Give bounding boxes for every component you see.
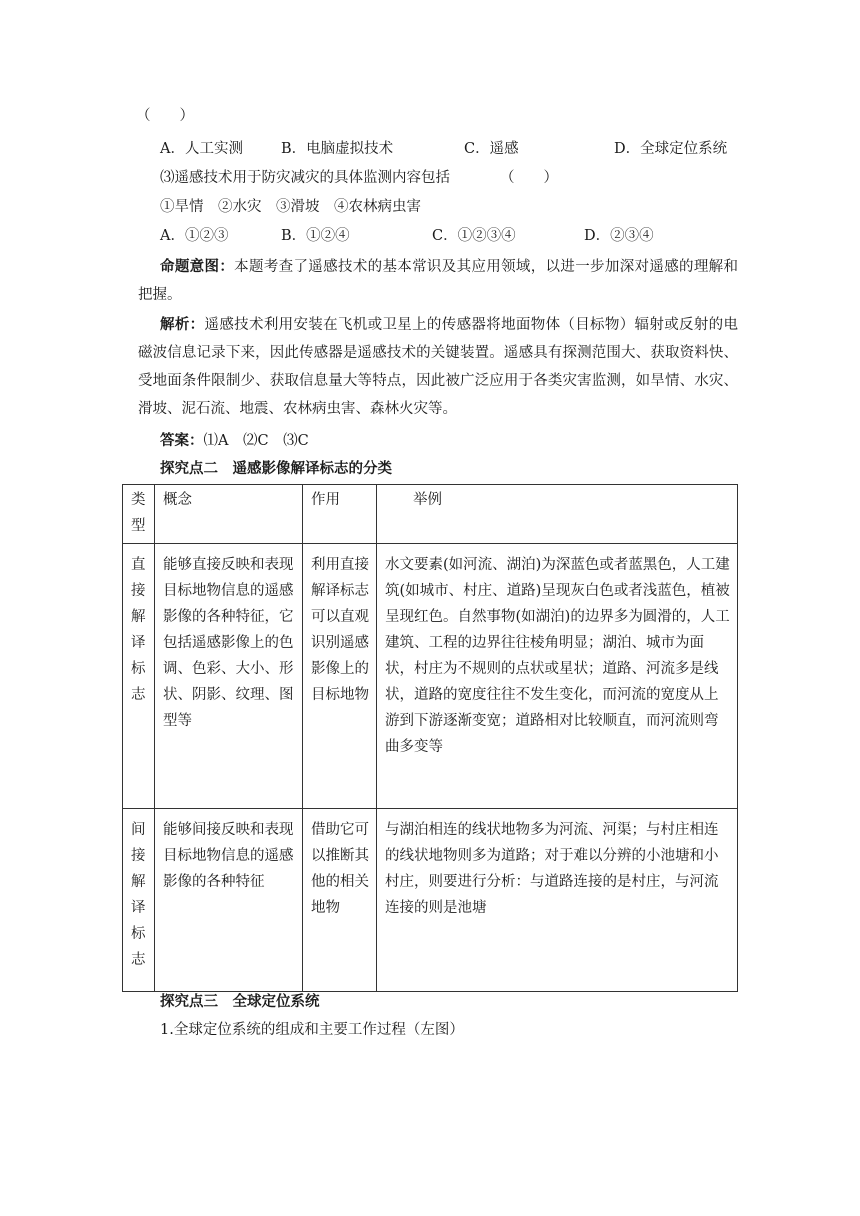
row1-example: 水文要素(如河流、湖泊)为深蓝色或者蓝黑色，人工建筑(如城市、村庄、道路)呈现灰白色或者浅蓝色，植被呈现红色。自然事物(如湖泊)的边界多为圆滑的，人工建筑、工程的边界往往棱角明显；湖泊、城市为面状，村庄为不规则的点状或星状；道路、河流多是线状，道路的宽度往往不发生变化，而河流的宽度从上游到下游逐渐变宽；道路相对比较顺直，而河流则弯曲多变等 xyxy=(377,544,738,809)
row2-concept: 能够间接反映和表现目标地物信息的遥感影像的各种特征 xyxy=(155,809,303,992)
row2-example: 与湖泊相连的线状地物多为河流、河渠；与村庄相连的线状地物则多为道路；对于难以分辨的小池塘和小村庄，则要进行分析：与道路连接的是村庄，与河流连接的则是池塘 xyxy=(377,809,738,992)
q3-option-a: A．①②③ xyxy=(160,228,229,244)
analysis-paragraph xyxy=(138,311,738,423)
row1-use: 利用直接解译标志可以直观识别遥感影像上的目标地物 xyxy=(303,544,377,809)
analysis-label: 解析： xyxy=(160,316,205,333)
intent-text: 本题考查了遥感技术的基本常识及其应用领域，以进一步加深对遥感的理解和把握。 xyxy=(138,259,739,303)
question-paren: （ ） xyxy=(136,108,194,124)
q3-stem: ⑶遥感技术用于防灾减灾的具体监测内容包括 xyxy=(160,170,450,186)
table-header-row xyxy=(123,485,738,544)
intent-paragraph xyxy=(138,253,738,309)
q3-option-b: B．①②④ xyxy=(281,228,350,244)
section2-title: 探究点二 遥感影像解译标志的分类 xyxy=(160,460,392,477)
q2-option-c: C．遥感 xyxy=(464,141,519,157)
section3-title: 探究点三 全球定位系统 xyxy=(160,993,320,1010)
q3-option-c: C．①②③④ xyxy=(432,228,516,244)
header-use: 作用 xyxy=(303,485,377,544)
analysis-text: 遥感技术利用安装在飞机或卫星上的传感器将地面物体（目标物）辐射或反射的电磁波信息记录下来，因此传感器是遥感技术的关键装置。遥感具有探测范围大、获取资料快、受地面条件限制少、获取信息量大等特点，因此被广泛应用于各类灾害监测，如旱情、水灾、滑坡、泥石流、地震、农林病虫害、森林火灾等。 xyxy=(138,317,739,417)
q3-option-d: D．②③④ xyxy=(584,228,654,244)
answer-text: ⑴A ⑵C ⑶C xyxy=(203,433,309,449)
intent-label: 命题意图： xyxy=(160,258,235,275)
header-type: 类型 xyxy=(131,492,146,534)
table-row xyxy=(123,809,738,992)
table-row xyxy=(123,544,738,809)
header-concept: 概念 xyxy=(155,485,303,544)
answer-line xyxy=(160,431,309,451)
row2-use: 借助它可以推断其他的相关地物 xyxy=(303,809,377,992)
section3-item1: 1.全球定位系统的组成和主要工作过程（左图） xyxy=(160,1022,464,1038)
row1-concept: 能够直接反映和表现目标地物信息的遥感影像的各种特征，它包括遥感影像上的色调、色彩、大小、形状、阴影、纹理、图型等 xyxy=(155,544,303,809)
row2-type: 间接解译标志 xyxy=(131,822,146,968)
q2-option-b: B．电脑虚拟技术 xyxy=(281,141,394,157)
q2-option-a: A．人工实测 xyxy=(160,141,243,157)
header-example: 举例 xyxy=(377,485,738,544)
q3-paren: （ ） xyxy=(500,170,558,186)
q3-items: ①旱情 ②水灾 ③滑坡 ④农林病虫害 xyxy=(160,199,421,215)
interpretation-table xyxy=(122,484,738,992)
row1-type: 直接解译标志 xyxy=(131,557,146,703)
q2-option-d: D．全球定位系统 xyxy=(614,141,728,157)
answer-label: 答案： xyxy=(160,432,204,449)
